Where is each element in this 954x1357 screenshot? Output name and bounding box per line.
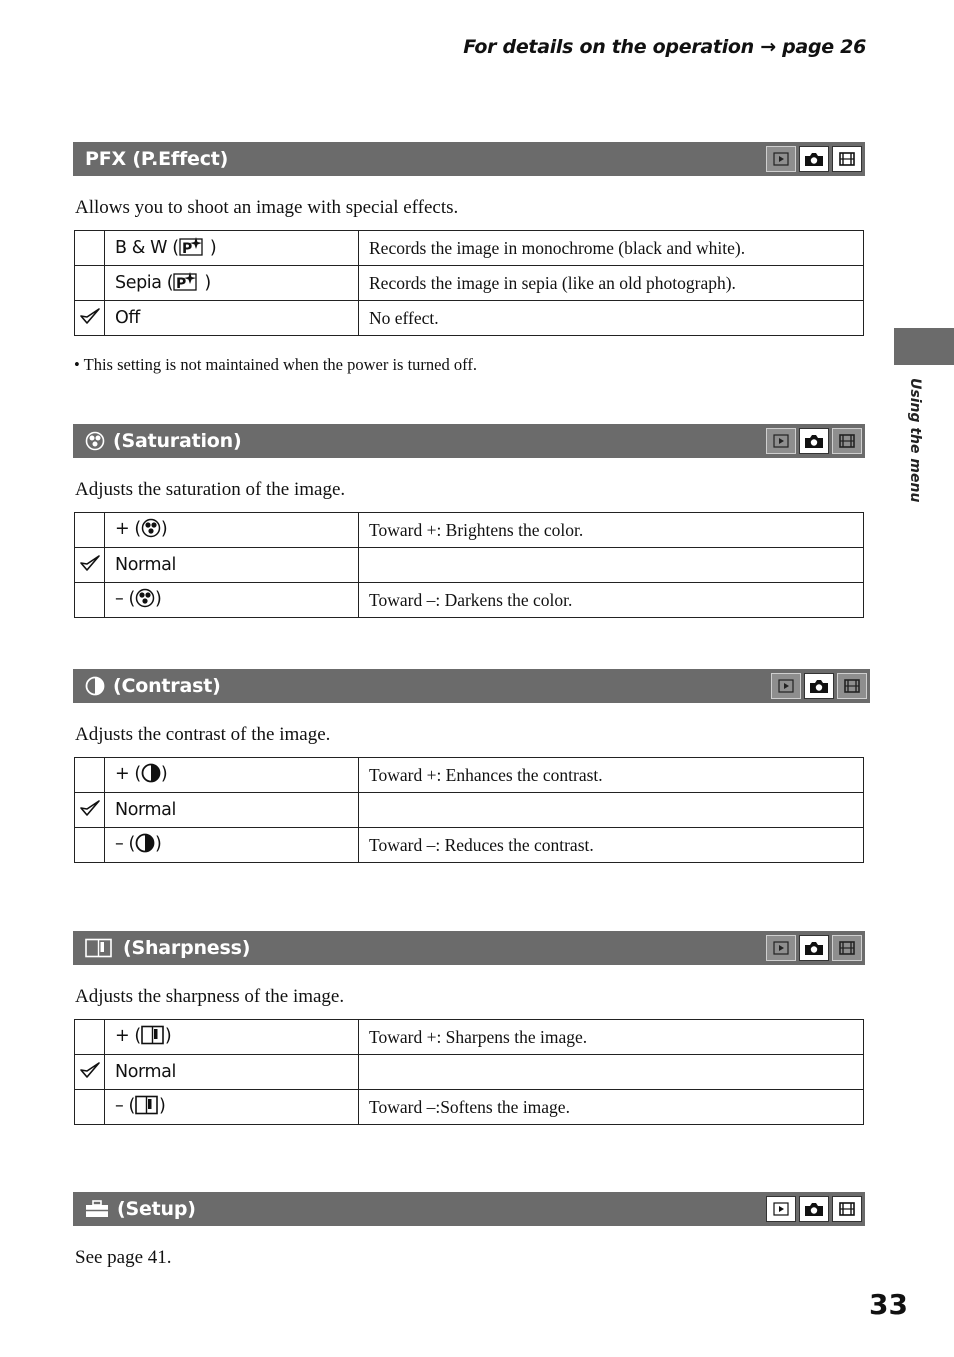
camera-icon	[804, 673, 834, 699]
option-value: Toward –:Softens the image.	[359, 1090, 864, 1125]
options-table-saturation	[74, 512, 864, 618]
checkmark-icon	[79, 306, 101, 331]
option-name: Off	[105, 301, 359, 336]
saturation-icon	[141, 518, 161, 543]
table-row[interactable]	[75, 583, 864, 618]
option-name: Normal	[105, 793, 359, 828]
option-label-suffix: )	[160, 763, 168, 784]
section-title: (Contrast)	[113, 675, 221, 697]
option-label-suffix: )	[164, 1025, 172, 1046]
option-name	[105, 1020, 359, 1055]
option-value: Toward +: Enhances the contrast.	[359, 758, 864, 793]
contrast-icon	[85, 676, 105, 696]
option-label-suffix: )	[199, 272, 211, 293]
section-title: (Sharpness)	[123, 937, 251, 959]
playback-icon	[771, 673, 801, 699]
check-cell	[75, 1090, 105, 1125]
camera-icon	[799, 1196, 829, 1222]
section-header-sharpness	[73, 931, 865, 965]
option-name	[105, 828, 359, 863]
check-cell	[75, 758, 105, 793]
option-value	[359, 1055, 864, 1090]
option-label: – (	[115, 1095, 135, 1116]
table-row[interactable]	[75, 266, 864, 301]
option-value: Records the image in sepia (like an old photograph).	[359, 266, 864, 301]
section-description: Adjusts the sharpness of the image.	[75, 986, 345, 1007]
option-name	[105, 758, 359, 793]
svg-text:P: P	[181, 240, 192, 257]
section-header-contrast	[73, 669, 870, 703]
check-cell	[75, 583, 105, 618]
option-value: Toward –: Darkens the color.	[359, 583, 864, 618]
option-label: + (	[115, 518, 141, 539]
saturation-icon	[135, 588, 155, 613]
movie-icon	[832, 428, 862, 454]
table-row[interactable]	[75, 231, 864, 266]
section-header-saturation	[73, 424, 865, 458]
note-text: This setting is not maintained when the power is turned off.	[83, 355, 477, 374]
section-title: PFX (P.Effect)	[85, 148, 229, 170]
playback-icon	[766, 1196, 796, 1222]
note: • This setting is not maintained when the power is turned off.	[74, 355, 477, 374]
camera-icon	[799, 935, 829, 961]
svg-text:P: P	[176, 275, 187, 292]
movie-icon	[837, 673, 867, 699]
table-row[interactable]	[75, 793, 864, 828]
camera-icon	[799, 428, 829, 454]
mode-icons	[766, 935, 862, 961]
saturation-icon	[85, 431, 105, 451]
check-cell	[75, 1055, 105, 1090]
table-row[interactable]	[75, 513, 864, 548]
option-label-suffix: )	[204, 237, 217, 258]
option-name	[105, 513, 359, 548]
check-cell	[75, 1020, 105, 1055]
contrast-icon	[135, 833, 155, 858]
table-row[interactable]	[75, 301, 864, 336]
table-row[interactable]	[75, 1020, 864, 1055]
table-row[interactable]	[75, 828, 864, 863]
option-label: + (	[115, 763, 141, 784]
option-label-suffix: )	[158, 1095, 166, 1116]
option-label: Sepia (	[115, 272, 174, 293]
check-cell	[75, 266, 105, 301]
option-label: + (	[115, 1025, 141, 1046]
playback-icon	[766, 935, 796, 961]
check-cell	[75, 548, 105, 583]
mode-icons	[766, 1196, 862, 1222]
table-row[interactable]	[75, 1055, 864, 1090]
option-label: B & W (	[115, 237, 179, 258]
check-cell	[75, 793, 105, 828]
section-header-setup	[73, 1192, 865, 1226]
option-label-suffix: )	[160, 518, 168, 539]
table-row[interactable]	[75, 1090, 864, 1125]
option-name: Normal	[105, 1055, 359, 1090]
section-description: Allows you to shoot an image with special effects.	[75, 197, 459, 218]
page-number: 33	[869, 1288, 908, 1321]
mode-icons	[766, 146, 862, 172]
section-title: (Saturation)	[113, 430, 242, 452]
check-cell	[75, 301, 105, 336]
camera-icon	[799, 146, 829, 172]
pfx-icon	[179, 235, 205, 262]
side-tab-marker	[894, 328, 954, 365]
table-row[interactable]	[75, 758, 864, 793]
playback-icon	[766, 146, 796, 172]
page-reference: For details on the operation → page 26	[463, 36, 866, 58]
playback-icon	[766, 428, 796, 454]
section-description: See page 41.	[75, 1247, 172, 1268]
check-cell	[75, 231, 105, 266]
option-value	[359, 548, 864, 583]
sharpness-icon	[85, 938, 113, 958]
checkmark-icon	[79, 1060, 101, 1085]
option-label-suffix: )	[154, 588, 162, 609]
check-cell	[75, 513, 105, 548]
options-table-contrast	[74, 757, 864, 863]
option-value: Records the image in monochrome (black and white).	[359, 231, 864, 266]
pfx-icon	[173, 270, 199, 297]
option-value: Toward –: Reduces the contrast.	[359, 828, 864, 863]
sharpness-icon	[141, 1025, 165, 1050]
sharpness-icon	[135, 1095, 159, 1120]
option-name	[105, 231, 359, 266]
section-description: Adjusts the contrast of the image.	[75, 724, 331, 745]
mode-icons	[771, 673, 867, 699]
option-name	[105, 1090, 359, 1125]
options-table-sharpness	[74, 1019, 864, 1125]
option-label: – (	[115, 833, 135, 854]
section-header-pfx	[73, 142, 865, 176]
movie-icon	[832, 935, 862, 961]
option-name: Normal	[105, 548, 359, 583]
option-value: Toward +: Brightens the color.	[359, 513, 864, 548]
movie-icon	[832, 1196, 862, 1222]
section-title: (Setup)	[117, 1198, 196, 1220]
mode-icons	[766, 428, 862, 454]
table-row[interactable]	[75, 548, 864, 583]
option-value	[359, 793, 864, 828]
option-value: No effect.	[359, 301, 864, 336]
side-label: Using the menu	[907, 378, 923, 503]
checkmark-icon	[79, 553, 101, 578]
check-cell	[75, 828, 105, 863]
option-label-suffix: )	[154, 833, 162, 854]
section-description: Adjusts the saturation of the image.	[75, 479, 346, 500]
contrast-icon	[141, 763, 161, 788]
option-value: Toward +: Sharpens the image.	[359, 1020, 864, 1055]
checkmark-icon	[79, 798, 101, 823]
option-name	[105, 583, 359, 618]
option-name	[105, 266, 359, 301]
options-table-pfx	[74, 230, 864, 336]
movie-icon	[832, 146, 862, 172]
option-label: – (	[115, 588, 135, 609]
setup-icon	[85, 1199, 109, 1219]
